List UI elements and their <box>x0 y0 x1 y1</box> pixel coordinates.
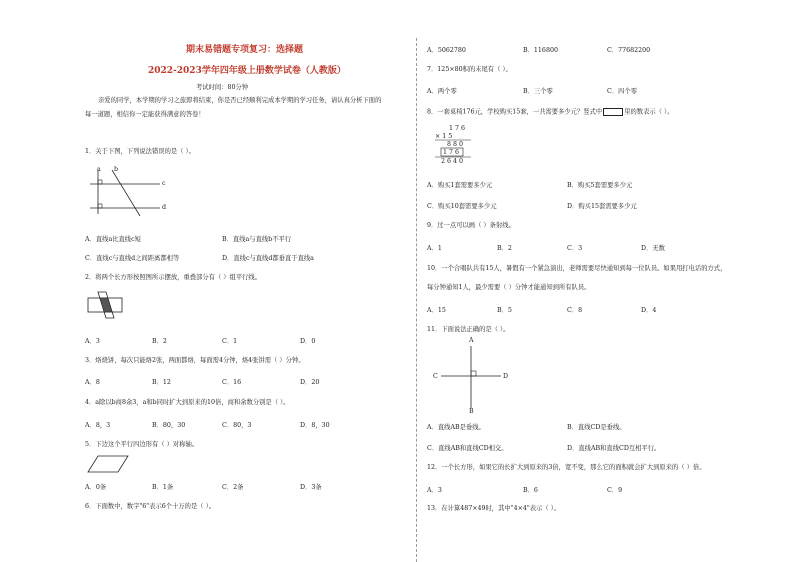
q3-option-a[interactable]: A．8 <box>85 379 100 386</box>
question-8-stem <box>427 108 673 117</box>
q8-stem-text: 8．一套桌椅176元，学校购买15套，一共需要多少元？竖式中 <box>427 108 603 116</box>
q10-option-a[interactable]: A．15 <box>427 307 446 314</box>
q6-option-c[interactable]: C．77682200 <box>607 47 651 54</box>
q11-perpendicular-figure <box>437 344 507 410</box>
q8-stem-end: 里的数表示（ ）。 <box>624 108 674 116</box>
q7-option-a[interactable]: A．两个零 <box>427 88 457 95</box>
q7-option-b[interactable]: B．三个零 <box>523 88 553 95</box>
q8-calc-line-2: × 1 5 <box>435 133 453 140</box>
intro-line-2: 每一道题，相信你一定能获得满意的答卷！ <box>85 111 205 118</box>
q5-option-a[interactable]: A．0条 <box>85 484 107 491</box>
q4-option-b[interactable]: B．80，30 <box>152 422 186 429</box>
page-title: 期末易错题专项复习：选择题 <box>186 45 304 55</box>
q4-option-c[interactable]: C．80，3 <box>222 422 252 429</box>
q8-calc-line-3: 8 8 0 <box>447 141 464 148</box>
q1-label-b: b <box>114 166 119 173</box>
q1-option-c[interactable]: C．直线c与直线d之间距离都相等 <box>85 255 180 262</box>
q5-parallelogram-figure <box>86 454 130 474</box>
question-10-stem-1: 10．一个合唱队共有15人，暑假有一个紧急演出，老师需要尽快通知到每一位队员。如果用打电话的方式， <box>427 265 727 272</box>
q1-option-d[interactable]: D．直线c与直线d都垂直于直线a <box>222 255 314 262</box>
q11-label-c: C <box>433 373 438 380</box>
q5-option-b[interactable]: B．1条 <box>152 484 174 491</box>
q5-option-c[interactable]: C．2条 <box>222 484 244 491</box>
q11-option-a[interactable]: A．直线AB是垂线。 <box>427 424 485 431</box>
q12-option-c[interactable]: C．9 <box>607 487 623 494</box>
q4-option-d[interactable]: D．8，30 <box>300 422 330 429</box>
q5-option-d[interactable]: D．3条 <box>300 484 322 491</box>
q3-option-c[interactable]: C．16 <box>222 379 242 386</box>
q8-blank-box <box>603 108 623 116</box>
question-7-stem: 7．125×80积的末尾有（ ）。 <box>427 66 512 73</box>
question-3-stem: 3．烙烧饼，每次只能烙2张，两面都烙，每面需4分钟，烙4张饼需（ ）分钟。 <box>85 357 305 364</box>
q1-option-a[interactable]: A．直线a比直线c短 <box>85 236 141 243</box>
question-13-stem: 13．在计算487×49时，其中"4×4"表示（ ）。 <box>427 505 561 512</box>
q8-calc-line-4: 1 7 6 <box>443 149 460 156</box>
q9-option-c[interactable]: C．3 <box>567 245 583 252</box>
q8-calc-line-1: 1 7 6 <box>449 125 466 132</box>
q11-option-d[interactable]: D．直线AB和直线CD互相平行。 <box>567 445 661 452</box>
q2-option-d[interactable]: D．0 <box>300 338 316 345</box>
q11-label-b: B <box>469 408 474 415</box>
q1-option-b[interactable]: B．直线a与直线b不平行 <box>222 236 292 243</box>
q3-option-d[interactable]: D．20 <box>300 379 320 386</box>
q11-label-a: A <box>469 337 474 344</box>
q9-option-d[interactable]: D．无数 <box>641 245 665 252</box>
q11-option-b[interactable]: B．直线CD是垂线。 <box>567 424 626 431</box>
q3-option-b[interactable]: B．12 <box>152 379 171 386</box>
q8-option-d[interactable]: D．购买15套需要多少元 <box>567 203 637 210</box>
question-11-stem: 11．下面说法正确的是（ ）。 <box>427 326 510 333</box>
intro-line-1: 亲爱的同学，本学期的学习之旅即将结束，你是否已经顺利完成本学期的学习任务，请认真分析下面的 <box>98 97 382 104</box>
question-6-stem: 6．下面数中，数字"6"表示6个十万的是（ ）。 <box>85 503 216 510</box>
question-12-stem: 12．一个长方形，如果它的长扩大到原来的3倍，宽不变，那么它的面积就会扩大到原来的（ ）倍。 <box>427 464 706 471</box>
q8-option-b[interactable]: B．购买5套需要多少元 <box>567 182 633 189</box>
q8-option-c[interactable]: C．购买10套需要多少元 <box>427 203 497 210</box>
q1-label-d: d <box>162 204 167 211</box>
q9-option-b[interactable]: B．2 <box>497 245 512 252</box>
page-subtitle: 2022-2023学年四年级上册数学试卷（人教版） <box>148 66 346 76</box>
q10-option-d[interactable]: D．4 <box>641 307 657 314</box>
q2-option-b[interactable]: B．2 <box>152 338 167 345</box>
q2-rectangles-figure <box>86 290 126 320</box>
question-5-stem: 5．下边这个平行四边形有（ ）对称轴。 <box>85 441 199 448</box>
q4-option-a[interactable]: A．8，3 <box>85 422 111 429</box>
q11-label-d: D <box>503 373 509 380</box>
q12-option-a[interactable]: A．3 <box>427 487 442 494</box>
q1-label-c: c <box>162 180 166 187</box>
question-2-stem: 2．将两个长方形按照图所示摆放，重叠部分有（ ）组平行线。 <box>85 274 262 281</box>
question-10-stem-2: 每分钟通知1人，最少需要（ ）分钟才能通知到所有队员。 <box>427 284 591 291</box>
question-4-stem: 4．a除以b商8余3，a和b同时扩大到原来的10倍，商和余数分别是（ ）。 <box>85 399 290 406</box>
q1-lines-figure <box>88 168 168 218</box>
q1-label-a: a <box>97 166 101 173</box>
right-column <box>397 0 794 562</box>
q8-option-a[interactable]: A．购买1套需要多少元 <box>427 182 493 189</box>
question-9-stem: 9．过一点可以画（ ）条射线。 <box>427 222 515 229</box>
question-1-stem: 1．关于下图，下列说法错误的是（ ）。 <box>85 148 195 155</box>
q9-option-a[interactable]: A．1 <box>427 245 442 252</box>
q6-option-b[interactable]: B．116800 <box>523 47 558 54</box>
q10-option-b[interactable]: B．5 <box>497 307 512 314</box>
q2-option-c[interactable]: C．1 <box>222 338 238 345</box>
q11-option-c[interactable]: C．直线AB和直线CD相交。 <box>427 445 508 452</box>
exam-time: 考试时间：80分钟 <box>196 84 249 91</box>
q6-option-a[interactable]: A．5062780 <box>427 47 466 54</box>
q8-calc-line-5: 2 6 4 0 <box>441 158 464 165</box>
q10-option-c[interactable]: C．8 <box>567 307 583 314</box>
q12-option-b[interactable]: B．6 <box>523 487 538 494</box>
q7-option-c[interactable]: C．四个零 <box>607 88 638 95</box>
q2-option-a[interactable]: A．3 <box>85 338 100 345</box>
